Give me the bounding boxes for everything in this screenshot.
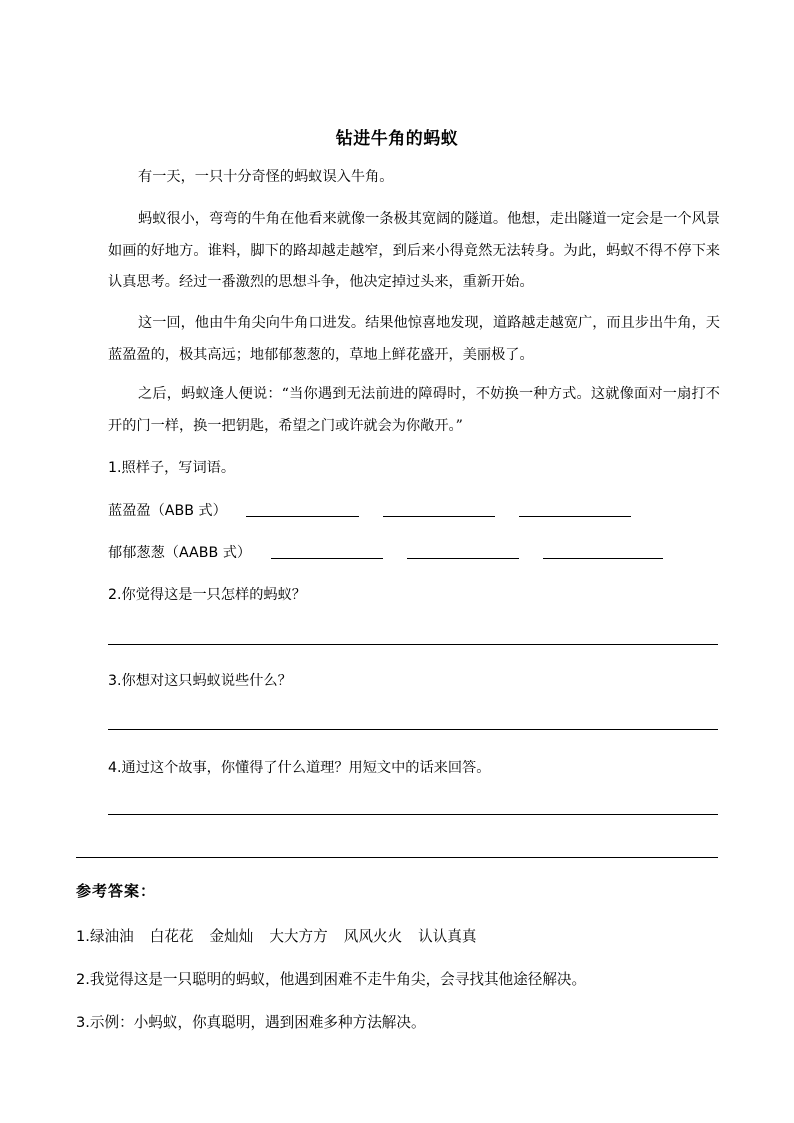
answer-blank-abb-1[interactable] xyxy=(246,516,359,517)
answer-blank-aabb-2[interactable] xyxy=(407,558,519,559)
answer-2: 2.我觉得这是一只聪明的蚂蚁，他遇到困难不走牛角尖，会寻找其他途径解决。 xyxy=(76,971,587,988)
answer-1-word: 大大方方 xyxy=(269,928,328,945)
story-paragraph-4: 之后，蚂蚁逢人便说：“当你遇到无法前进的障碍时，不妨换一种方式。这就像面对一扇打不开的门一样，换一把钥匙，希望之门或许就会为你敞开。” xyxy=(108,386,720,434)
section-divider xyxy=(76,857,718,858)
answer-3: 3.示例：小蚂蚁，你真聪明，遇到困难多种方法解决。 xyxy=(76,1014,426,1031)
question-2-label: 2.你觉得这是一只怎样的蚂蚁？ xyxy=(108,587,306,603)
answer-1-word: 风风火火 xyxy=(343,928,403,945)
question-1-example-aabb: 郁郁葱葱（AABB 式） xyxy=(108,545,252,561)
answer-blank-aabb-1[interactable] xyxy=(271,558,383,559)
answer-key-heading: 参考答案： xyxy=(76,882,157,900)
question-3-label: 3.你想对这只蚂蚁说些什么？ xyxy=(108,673,292,689)
question-1-label: 1.照样子，写词语。 xyxy=(108,460,236,476)
answer-1-word: 白花花 xyxy=(149,928,194,945)
answer-line-question-3[interactable] xyxy=(108,729,718,730)
story-paragraph-1: 有一天，一只十分奇怪的蚂蚁误入牛角。 xyxy=(138,169,394,185)
answer-blank-abb-3[interactable] xyxy=(519,516,631,517)
answer-1-word: 认认真真 xyxy=(418,928,477,945)
story-paragraph-2: 蚂蚁很小，弯弯的牛角在他看来就像一条极其宽阔的隧道。他想，走出隧道一定会是一个风景如画的好地方。谁料，脚下的路却越走越窄，到后来小得竟然无法转身。为此，蚂蚁不得不停下来认真思考。经过一番激烈的思想斗争，他决定掉过头来，重新开始。 xyxy=(108,211,720,290)
story-title: 钻进牛角的蚂蚁 xyxy=(335,129,459,149)
answer-blank-aabb-3[interactable] xyxy=(543,558,663,559)
answer-1-word: 金灿灿 xyxy=(209,928,254,945)
question-1-example-abb: 蓝盈盈（ABB 式） xyxy=(108,503,227,519)
answer-1-word: 绿油油 xyxy=(89,928,134,945)
answer-1 xyxy=(76,925,493,946)
answer-line-question-2[interactable] xyxy=(108,644,718,645)
answer-1-prefix: 1. xyxy=(76,928,90,945)
story-paragraph-3: 这一回，他由牛角尖向牛角口进发。结果他惊喜地发现，道路越走越宽广，而且步出牛角，天蓝盈盈的，极其高远；地郁郁葱葱的，草地上鲜花盛开，美丽极了。 xyxy=(108,315,720,363)
answer-line-question-4[interactable] xyxy=(108,814,718,815)
answer-blank-abb-2[interactable] xyxy=(383,516,495,517)
question-4-label: 4.通过这个故事，你懂得了什么道理？用短文中的话来回答。 xyxy=(108,760,491,776)
